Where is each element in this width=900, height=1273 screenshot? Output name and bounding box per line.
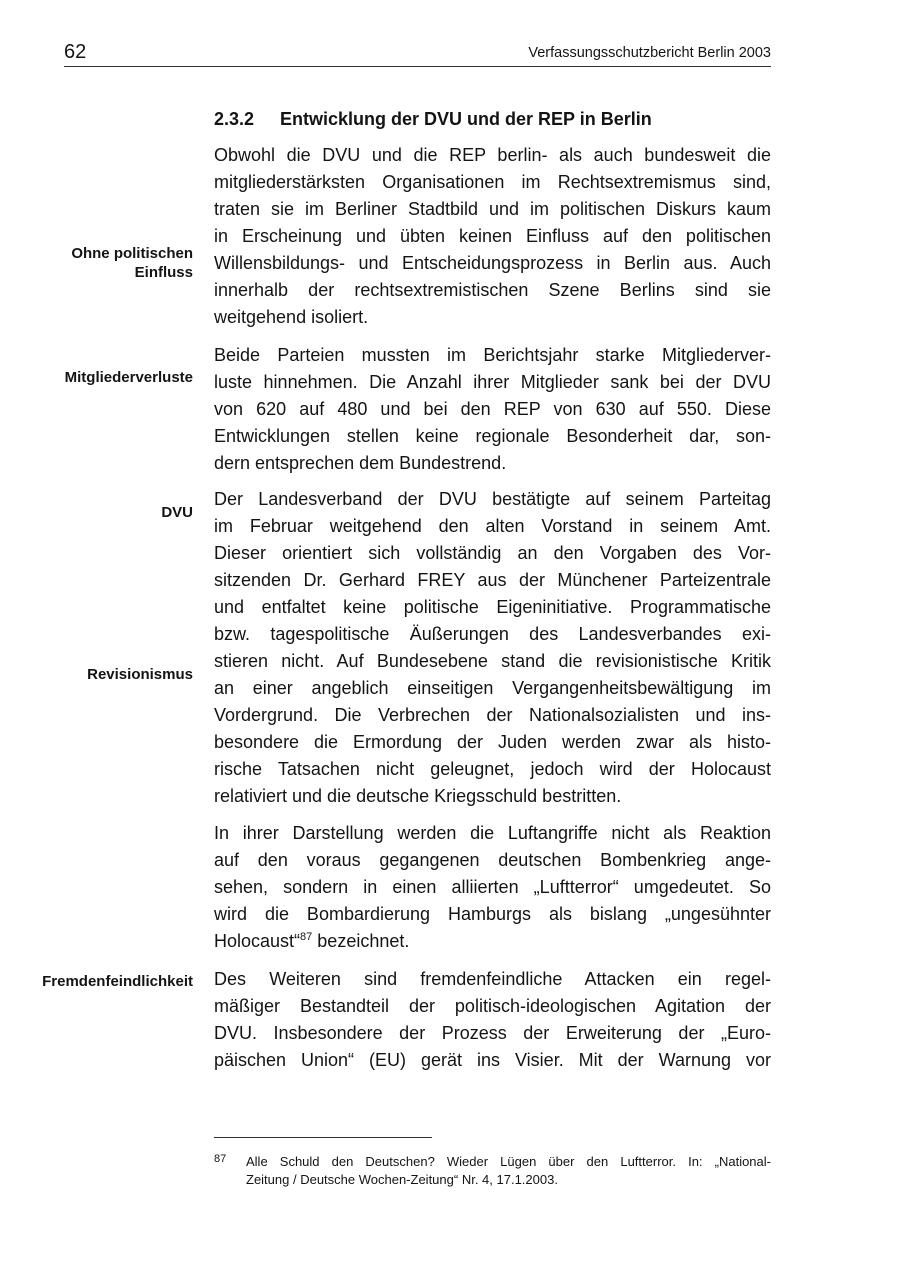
text-line: innerhalb der rechtsextremistischen Szene Berlins sind sie [214,280,771,300]
footnote-reference: 87 [300,931,313,943]
text-line: mäßiger Bestandteil der politisch-ideologischen Agitation der [214,996,771,1016]
text-line: päischen Union“ (EU) gerät ins Visier. Mit der Warnung vor [214,1050,771,1070]
text-line: relativiert und die deutsche Kriegsschuld bestritten. [214,786,622,806]
footnote-divider [214,1137,432,1138]
paragraph-2 [214,342,771,477]
text-line: und entfaltet keine politische Eigeninitiative. Programmatische [214,597,771,617]
text-line: In ihrer Darstellung werden die Luftangriffe nicht als Reaktion [214,823,771,843]
text-line: sitzenden Dr. Gerhard FREY aus der Münchener Parteizentrale [214,570,771,590]
text-line: rische Tatsachen nicht geleugnet, jedoch wird der Holocaust [214,759,771,779]
text-line: Des Weiteren sind fremdenfeindliche Attacken ein regel- [214,969,771,989]
footnote-line: Alle Schuld den Deutschen? Wieder Lügen über den Luftterror. In: „National- [246,1154,771,1169]
text-line: dern entsprechen dem Bundestrend. [214,453,507,473]
footnote-line: Zeitung / Deutsche Wochen-Zeitung“ Nr. 4, 17.1.2003. [246,1172,558,1187]
text-line: Willensbildungs- und Entscheidungsprozess in Berlin aus. Auch [214,253,771,273]
paragraph-3 [214,486,771,810]
paragraph-1 [214,142,771,331]
text-line: Holocaust“$^{87}$ bezeichnet. [214,931,410,951]
text-line: luste hinnehmen. Die Anzahl ihrer Mitglieder sank bei der DVU [214,372,771,392]
text-line: bzw. tagespolitische Äußerungen des Landesverbandes exi- [214,624,771,644]
text-line: traten sie im Berliner Stadtbild und im politischen Diskurs kaum [214,199,771,219]
text-line: an einer angeblich einseitigen Vergangenheitsbewältigung im [214,678,771,698]
paragraph-5 [214,966,771,1074]
margin-note-revisionismus: Revisionismus [87,666,193,683]
text-line: stieren nicht. Auf Bundesebene stand die revisionistische Kritik [214,651,771,671]
page-header [64,40,771,67]
text-line: Obwohl die DVU und die REP berlin- als auch bundesweit die [214,145,771,165]
footnote-text [246,1153,771,1189]
text-line: von 620 auf 480 und bei den REP von 630 auf 550. Diese [214,399,771,419]
margin-note-ohne-politischen-einfluss: Ohne politischen Einfluss [71,245,193,281]
text-line: auf den voraus gegangenen deutschen Bombenkrieg ange- [214,850,771,870]
margin-note-mitgliederverluste: Mitgliederverluste [64,369,193,386]
text-line: Entwicklungen stellen keine regionale Besonderheit dar, son- [214,426,771,446]
text-line: Der Landesverband der DVU bestätigte auf seinem Parteitag [214,489,771,509]
paragraph-4 [214,820,771,955]
section-title: Entwicklung der DVU und der REP in Berlin [280,109,652,129]
margin-note-fremdenfeindlichkeit: Fremdenfeindlichkeit [42,973,193,990]
text-line: in Erscheinung und übten keinen Einfluss auf den politischen [214,226,771,246]
text-line: Beide Parteien mussten im Berichtsjahr starke Mitgliederver- [214,345,771,365]
section-number: 2.3.2 [214,109,255,129]
text-line: weitgehend isoliert. [214,307,369,327]
text-line: Vordergrund. Die Verbrechen der Nationalsozialisten und ins- [214,705,771,725]
text-line: DVU. Insbesondere der Prozess der Erweiterung der „Euro- [214,1023,771,1043]
text-line: Dieser orientiert sich vollständig an den Vorgaben des Vor- [214,543,771,563]
running-title: Verfassungsschutzbericht Berlin 2003 [528,45,771,61]
text-line: im Februar weitgehend den alten Vorstand in seinem Amt. [214,516,771,536]
text-line: besondere die Ermordung der Juden werden zwar als histo- [214,732,771,752]
text-line: wird die Bombardierung Hamburgs als bislang „ungesühnter [214,904,771,924]
text-line: mitgliederstärksten Organisationen im Rechtsextremismus sind, [214,172,771,192]
margin-note-dvu: DVU [161,504,193,521]
text-line: sehen, sondern in einen alliierten „Luftterror“ umgedeutet. So [214,877,771,897]
section-heading [214,107,652,131]
page-number: 62 [64,41,87,63]
footnote-number: 87 [214,1153,227,1165]
